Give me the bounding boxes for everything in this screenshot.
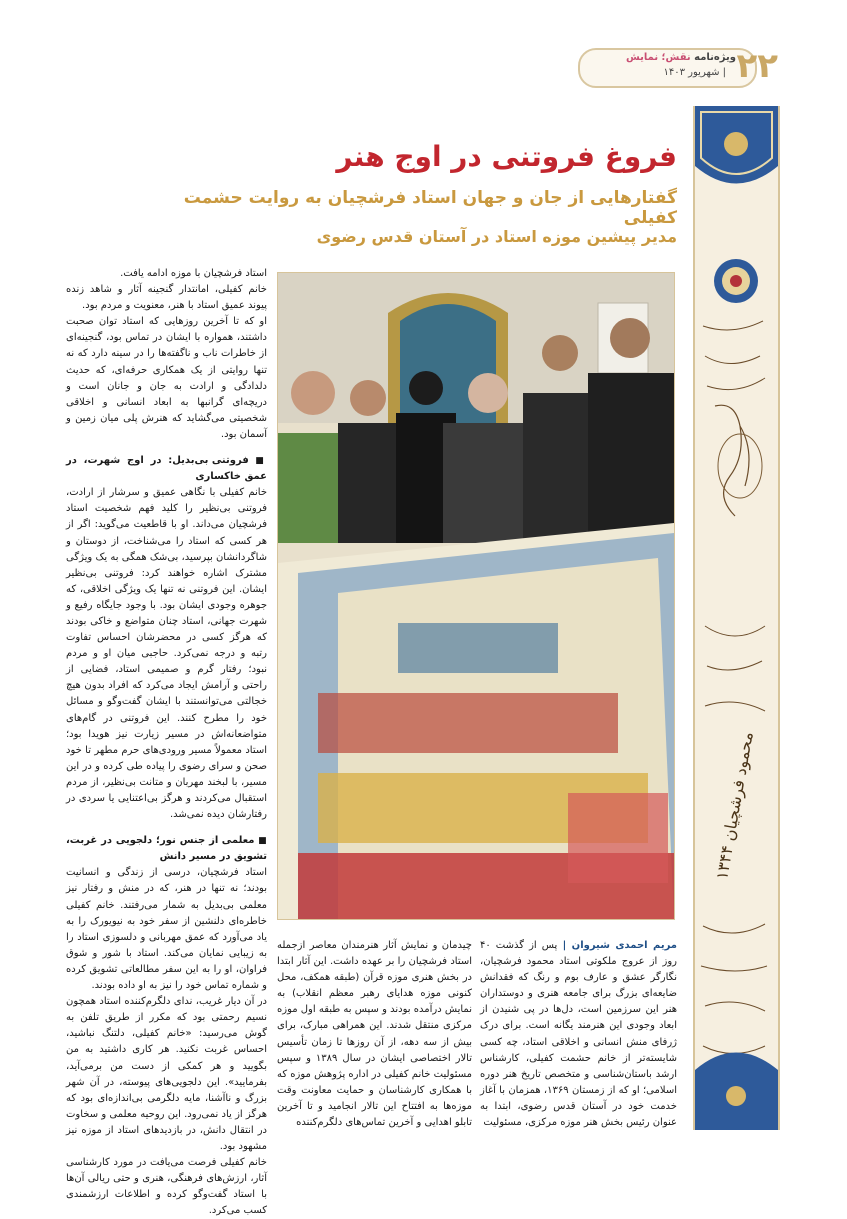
paragraph-3: او که تا آخرین روزهایی که استاد توان صحبت داشتند، همواره با ایشان در تماس بود، گنجینه‌ای از خاطرات ناب و ناگفته‌ها را در سینه دارد که نه تنها روایتی از یک همکاری حرفه‌ای، که حدیث دلدادگی و ارادت به جان و جانان است و دریچه‌ای گرانبها به ابعاد انسانی و اخلاقی شخصیتی می‌گشاید که هنرش پلی میان زمین و آسمان بود. <box>66 316 267 440</box>
column-middle <box>277 938 472 1131</box>
author-name: مریم احمدی شیروان <box>571 940 677 951</box>
section-label <box>626 52 736 63</box>
intro-text: پس از گذشت ۴۰ روز از عروج ملکوتی استاد محمود فرشچیان، نگارگر عشق و عارف بوم و رنگ که فقدانش ضایعه‌ای بزرگ برای جامعه هنری و دوستداران هنر این سرزمین است، دل‌ها در پی شنیدن از ابعاد وجودی این هنرمند یگانه است. برای درک ژرفای منش انسانی و اخلاقی استاد، چه کسی شایسته‌تر از خانم حشمت کفیلی، کارشناس ارشد باستان‌شناسی و متخصص تاریخ هنر دوره اسلامی؛ او که از زمستان ۱۳۶۹، همزمان با آغاز خدمت خود در آستان قدس رضوی، ابتدا به عنوان رئیس بخش هنر موزه مرکزی، مسئولیت <box>480 940 678 1129</box>
carpet <box>278 523 674 919</box>
ornament-illustration <box>695 106 778 1130</box>
issue-date: | شهریور ۱۴۰۳ <box>663 67 726 78</box>
column-right <box>480 938 677 1131</box>
article-photo <box>277 272 675 920</box>
floral-medallion <box>714 259 758 303</box>
column-left <box>66 266 267 1219</box>
column-right-paragraph <box>480 938 677 1131</box>
paragraph-4: خانم کفیلی با نگاهی عمیق و سرشار از ارادت، فروتنی بی‌نظیر را کلید فهم شخصیت استاد فرشچیان می‌داند. او با قاطعیت می‌گوید: اگر از هر کسی که استاد را می‌شناخت، از دوستان و شاگردانشان بپرسید، بی‌شک همگی به یک ویژگی مشترک اشاره خواهند کرد: فروتنی بی‌نظیر ایشان. این فروتنی نه تنها یک ویژگی اخلاقی، که جوهره وجودی ایشان بود. با وجود جایگاه رفیع و شهرت جهانی، استاد چنان متواضع و خاکی بودند که هرگز کسی در محضرشان احساس تفاوت رتبه و درجه نمی‌کرد. حاجبی میان او و مردم نبود؛ رفتار گرم و صمیمی استاد، فضایی از راحتی و آرامش ایجاد می‌کرد که افراد بدون هیچ خجالتی می‌توانستند با ایشان گفت‌وگو و مسائل خود را مطرح کنند. این فروتنی در گام‌های متواضعانه‌اش در مسیر زیارت نیز هویدا بود؛ استاد معمولاً مسیر ورودی‌های حرم مطهر تا خود صحن و سرای رضوی را پیاده طی کرده و در این مسیر، با لبخند مهربان و متانت بی‌نظیر، از مردم استقبال می‌کردند و هرگز بی‌اعتنایی یا سردی در رفتارشان دیده نمی‌شد. <box>66 487 267 821</box>
section-prefix: ویژه‌نامه <box>694 52 736 63</box>
paragraph-2: خانم کفیلی، امانتدار گنجینه آثار و شاهد زنده پیوند عمیق استاد با هنر، معنویت و مردم بود. <box>66 284 267 312</box>
paragraph-5: استاد فرشچیان، درسی از زندگی و انسانیت بودند؛ نه تنها در هنر، که در منش و رفتار نیز معلمی بی‌بدیل به شمار می‌رفتند. خانم کفیلی خاطره‌ای دلنشین از سفر خود به نیویورک را به یاد می‌آورد که عمق مهربانی و دلسوزی استاد را به زیبایی نمایان می‌کند. استاد با شور و شوق فراوان، او را به این سفر مطالعاتی تشویق کرده و شماره تماس خود را نیز به او داده بودند. <box>66 867 267 992</box>
section-name: نقش؛ نمایش <box>625 52 695 63</box>
article-subtitle-2: مدیر پیشین موزه استاد در آستان قدس رضوی <box>316 227 677 246</box>
section-heading-1: ■ فروتنی بی‌بدیل: در اوج شهرت، در عمق خاکساری <box>66 453 267 485</box>
column-middle-paragraph: چیدمان و نمایش آثار هنرمندان معاصر ازجمله استاد فرشچیان را بر عهده داشت. این آثار ابتدا در بخش هنری موزه قرآن (طبقه همکف، محل کنونی موزه هدایای رهبر معظم انقلاب) به نمایش درآمده بودند و سپس به طبقه اول موزه مرکزی منتقل شدند. این همراهی مبارک، برای بیش از سه دهه، از آن روزها تا زمان تأسیس تالار اختصاصی ایشان در سال ۱۳۸۹ و سپس مسئولیت خانم کفیلی در اداره پژوهش موزه که با همکاری کارشناسان و حمایت معاونت وقت موزه‌ها به افتتاح این تالار انجامید و تا آخرین تابلو اهدایی و آخرین تماس‌های دلگرم‌کننده <box>277 940 472 1129</box>
article-title: فروغ فروتنی در اوج هنر <box>336 140 677 173</box>
paragraph-7: خانم کفیلی فرصت می‌یافت در مورد کارشناسی آثار، ارزش‌های فرهنگی، هنری و حتی ریالی آن‌ها با استاد گفت‌وگو کرده و اطلاعات ارزشمندی کسب می‌کرد. <box>66 1157 267 1217</box>
author-separator: | <box>557 940 572 951</box>
decorative-side-strip <box>693 106 780 1130</box>
svg-text:محمود فرشچیان ۱۳۴۴: محمود فرشچیان ۱۳۴۴ <box>712 730 757 882</box>
paragraph-1: استاد فرشچیان با موزه ادامه یافت. <box>120 268 267 279</box>
paragraph-6: در آن دیار غریب، ندای دلگرم‌کننده استاد همچون نسیم رحمتی بود که مکرر از طریق تلفن به گوش می‌رسید: «خانم کفیلی، دلتنگ نباشید، احساس غربت نکنید. هر کاری داشتید به من بگویید و هر کمکی از دست من برمی‌آید، بفرمایید». این دلجویی‌های پیوسته، در آن شهر بزرگ و ناآشنا، مایه دلگرمی بی‌اندازه‌ای بود که هرگز از یاد نمی‌رود. این روحیه معلمی و سخاوت در انتقال دانش، در بازدیدهای استاد از موزه نیز مشهود بود. <box>66 996 267 1152</box>
article-subtitle: گفتارهایی از جان و جهان استاد فرشچیان به روایت حشمت کفیلی <box>183 188 677 228</box>
page-number: ۲۲ <box>736 46 778 86</box>
page-header <box>578 42 778 90</box>
section-heading-2: ■ معلمی از جنس نور؛ دلجویی در غربت، تشویق در مسیر دانش <box>66 833 267 865</box>
carpet-inspection-photo <box>278 273 674 919</box>
